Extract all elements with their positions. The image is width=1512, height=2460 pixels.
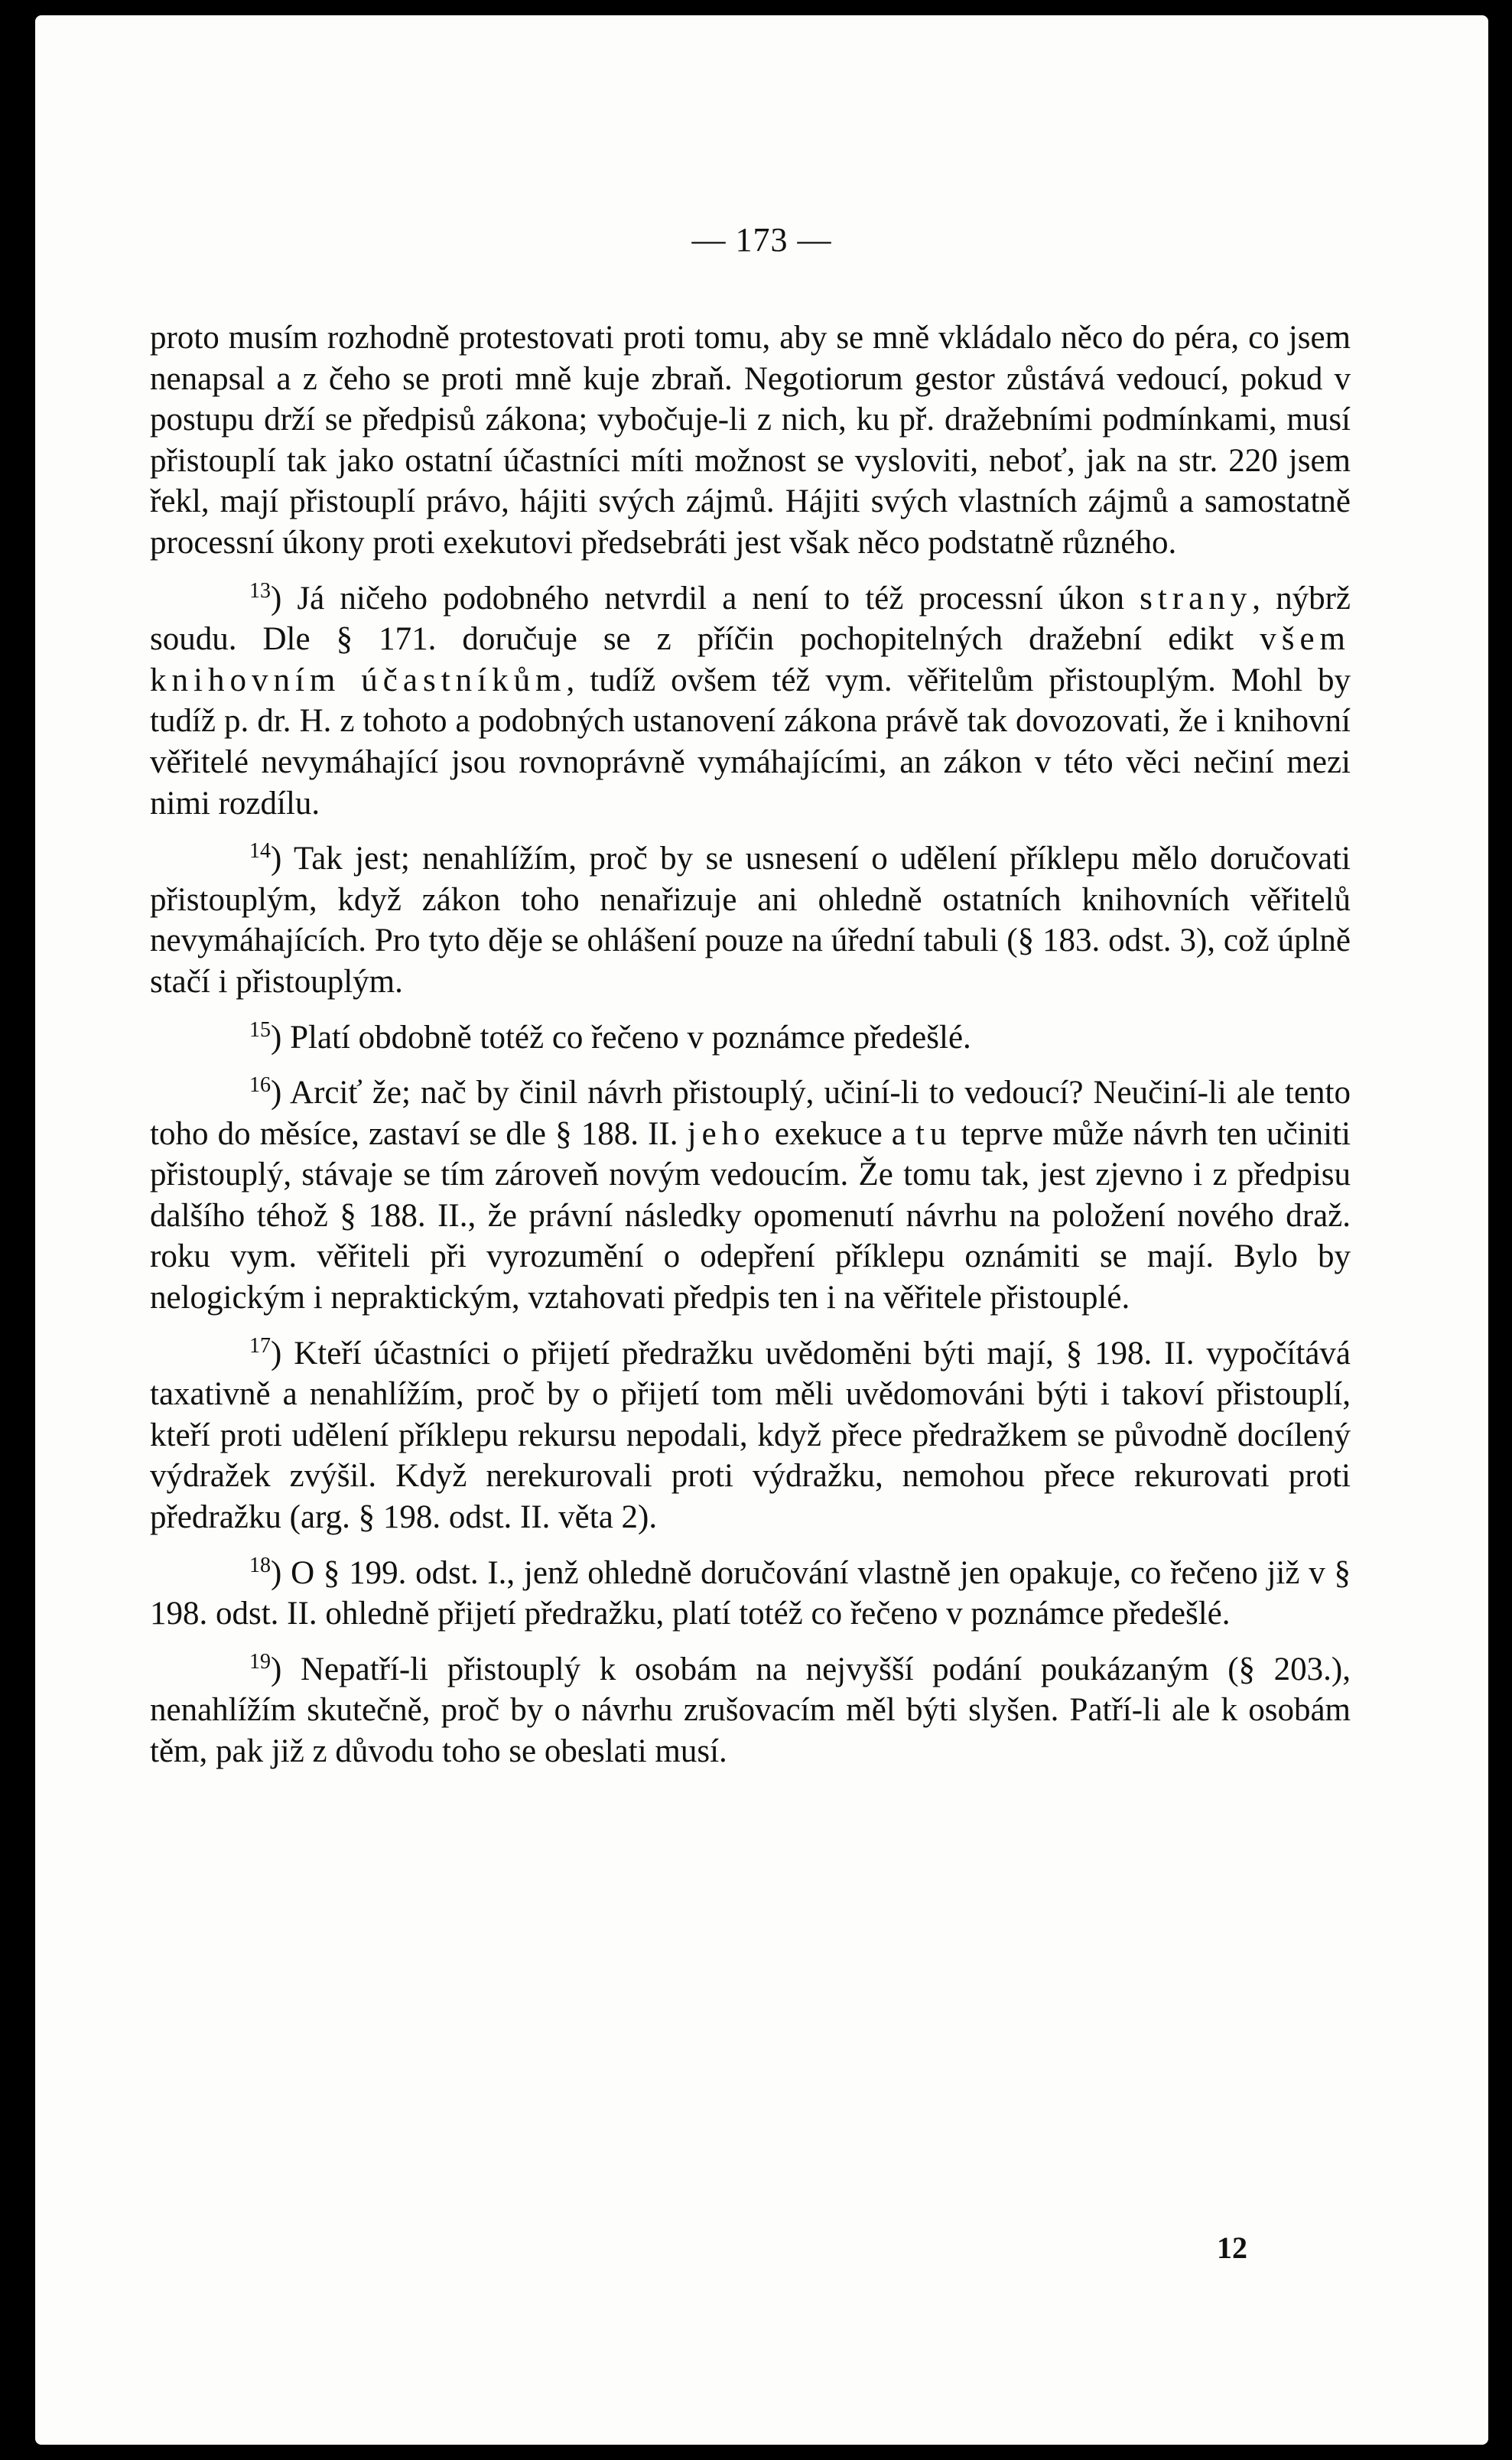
footnote-13: $^{13}$) Já ničeho podobného netvrdil a není to též processní úkon strany, nýbrž soudu. Dle § 171. doručuje se z příčin pochopitelných dražební edikt všem knihovním účastníkům, tudíž ovšem též vym. věřitelům přistouplým. Mohl by tudíž p. dr. H. z tohoto a podobných ustanovení zákona právě tak dovozovati, že i knihovní věřitelé nevymáhající jsou rovnoprávně vymáhajícími, an zákon v této věci nečiní mezi nimi rozdílu. [150,578,1351,822]
footnote-marker: 19 [249,1649,271,1674]
footnote-marker: 14 [249,839,271,864]
footnote-text: exekuce a [765,1115,906,1152]
footnote-text: Arciť že; nač by činil návrh přistouplý, učiní-li to vedoucí? Neučiní-li ale tento toho do měsíce, zastaví se dle § 188. II. [150,1075,1351,1152]
intro-paragraph: proto musím rozhodně protestovati proti tomu, aby se mně vkládalo něco do péra, co jsem nenapsal a z čeho se proti mně kuje zbraň. Negotiorum gestor zůstává vedoucí, pokud v postupu drží se předpisů zákona; vybočuje-li z nich, ku př. dražebními podmínkami, musí přistouplí tak jako ostatní účastníci míti možnost se vysloviti, neboť, jak na str. 220 jsem řekl, mají přistouplí právo, hájiti svých zájmů. Hájiti svých vlastních zájmů a samostatně processní úkony proti exekutovi předsebráti jest však něco podstatně různého. [150,320,1351,561]
footnote-16: $^{16}$) Arciť že; nač by činil návrh přistouplý, učiní-li to vedoucí? Neučiní-li ale tento toho do měsíce, zastaví se dle § 188. II. jeho exekuce a tu teprve může návrh ten učiniti přistouplý, stávaje se tím zároveň novým vedoucím. Že tomu tak, jest zjevno i z předpisu dalšího téhož § 188. II., že právní následky opomenutí návrhu na položení nového draž. roku vym. věřiteli při vyrozumění o odepření příklepu oznámiti se mají. Bylo by nelogickým i nepraktickým, vztahovati předpis ten i na věřitele přistouplé. [150,1073,1351,1316]
footnote-17: $^{17}$) Kteří účastníci o přijetí předražku uvědoměni býti mají, § 198. II. vypočítává taxativně a nenahlížím, proč by o přijetí tom měli uvědomováni býti i takoví přistouplí, kteří proti udělení příklepu rekursu nepodali, když přece předražkem se původně docílený výdražek zvýšil. Když nerekurovali proti výdražku, nemohou přece rekurovati proti předražku (arg. § 198. odst. II. věta 2). [150,1333,1351,1536]
page-number: — 173 — [691,221,832,259]
footnote-19: $^{19}$) Nepatří-li přistouplý k osobám na nejvyšší podání poukázaným (§ 203.), nenahlížím skutečně, proč by o návrhu zrušovacím měl býti slyšen. Patří-li ale k osobám těm, pak již z důvodu toho se obeslati musí. [150,1649,1351,1769]
emphasis-text: všem knihovním účastníkům [150,621,1351,698]
footnote-text: Kteří účastníci o přijetí předražku uvědoměni býti mají, § 198. II. vypočítává taxativně a nenahlížím, proč by o přijetí tom měli uvědomováni býti i takoví přistouplí, kteří proti udělení příklepu rekursu nepodali, když přece předražkem se původně docílený výdražek zvýšil. Když nerekurovali proti výdražku, nemohou přece rekurovati proti předražku (arg. § 198. odst. II. věta 2). [150,1335,1351,1536]
footnote-text: Platí obdobně totéž co řečeno v poznámce předešlé. [290,1019,971,1056]
footnote-text: teprve může návrh ten učiniti přistouplý, stávaje se tím zároveň novým vedoucím. Že tomu tak, jest zjevno i z předpisu dalšího téhož § 188. II., že právní následky opomenutí návrhu na položení nového draž. roku vym. věřiteli při vyrozumění o odepření příklepu oznámiti se mají. Bylo by nelogickým i nepraktickým, vztahovati předpis ten i na věřitele přistouplé. [150,1115,1351,1316]
emphasis-text: tu [915,1115,952,1152]
footnote-marker: 15 [249,1017,271,1042]
body-text [150,317,1351,1772]
footnote-text: O § 199. odst. I., jenž ohledně doručování vlastně jen opakuje, co řečeno již v § 198. odst. II. ohledně přijetí předražku, platí totéž co řečeno v poznámce předešlé. [150,1554,1351,1632]
signature-mark: 12 [1217,2231,1247,2265]
footnote-18: $^{18}$) O § 199. odst. I., jenž ohledně doručování vlastně jen opakuje, co řečeno již v § 198. odst. II. ohledně přijetí předražku, platí totéž co řečeno v poznámce předešlé. [150,1553,1351,1632]
emphasis-text: jeho [687,1115,766,1152]
footnote-text: Já ničeho podobného netvrdil a není to též processní úkon [297,580,1124,617]
footnote-text: Tak jest; nenahlížím, proč by se usnesení o udělení příklepu mělo doručovati přistouplým, když zákon toho nenařizuje ani ohledně ostatních knihovních věřitelů nevymáhajících. Pro tyto děje se ohlášení pouze na úřední tabuli (§ 183. odst. 3), což úplně stačí i přistouplým. [150,841,1351,1000]
footnote-14: $^{14}$) Tak jest; nenahlížím, proč by se usnesení o udělení příklepu mělo doručovati přistouplým, když zákon toho nenařizuje ani ohledně ostatních knihovních věřitelů nevymáhajících. Pro tyto děje se ohlášení pouze na úřední tabuli (§ 183. odst. 3), což úplně stačí i přistouplým. [150,839,1351,1000]
footnote-marker: 17 [249,1333,271,1358]
footnote-marker: 13 [249,578,271,603]
footnote-text: Nepatří-li přistouplý k osobám na nejvyšší podání poukázaným (§ 203.), nenahlížím skutečně, proč by o návrhu zrušovacím měl býti slyšen. Patří-li ale k osobám těm, pak již z důvodu toho se obeslati musí. [150,1651,1351,1769]
footnote-15: $^{15}$) Platí obdobně totéž co řečeno v poznámce předešlé. [249,1017,971,1056]
document-page [35,15,1488,2445]
footnote-marker: 16 [249,1073,271,1098]
footnote-text: , nýbrž soudu. Dle § 171. doručuje se z příčin pochopitelných dražební edikt [150,580,1351,658]
footnote-text: , tudíž ovšem též vym. věřitelům přistouplým. Mohl by tudíž p. dr. H. z tohoto a podobných ustanovení zákona právě tak dovozovati, že i knihovní věřitelé nevymáhající jsou rovnoprávně vymáhajícími, an zákon v této věci nečiní mezi nimi rozdílu. [150,662,1351,822]
footnote-marker: 18 [249,1553,271,1577]
emphasis-text: strany [1140,580,1253,617]
